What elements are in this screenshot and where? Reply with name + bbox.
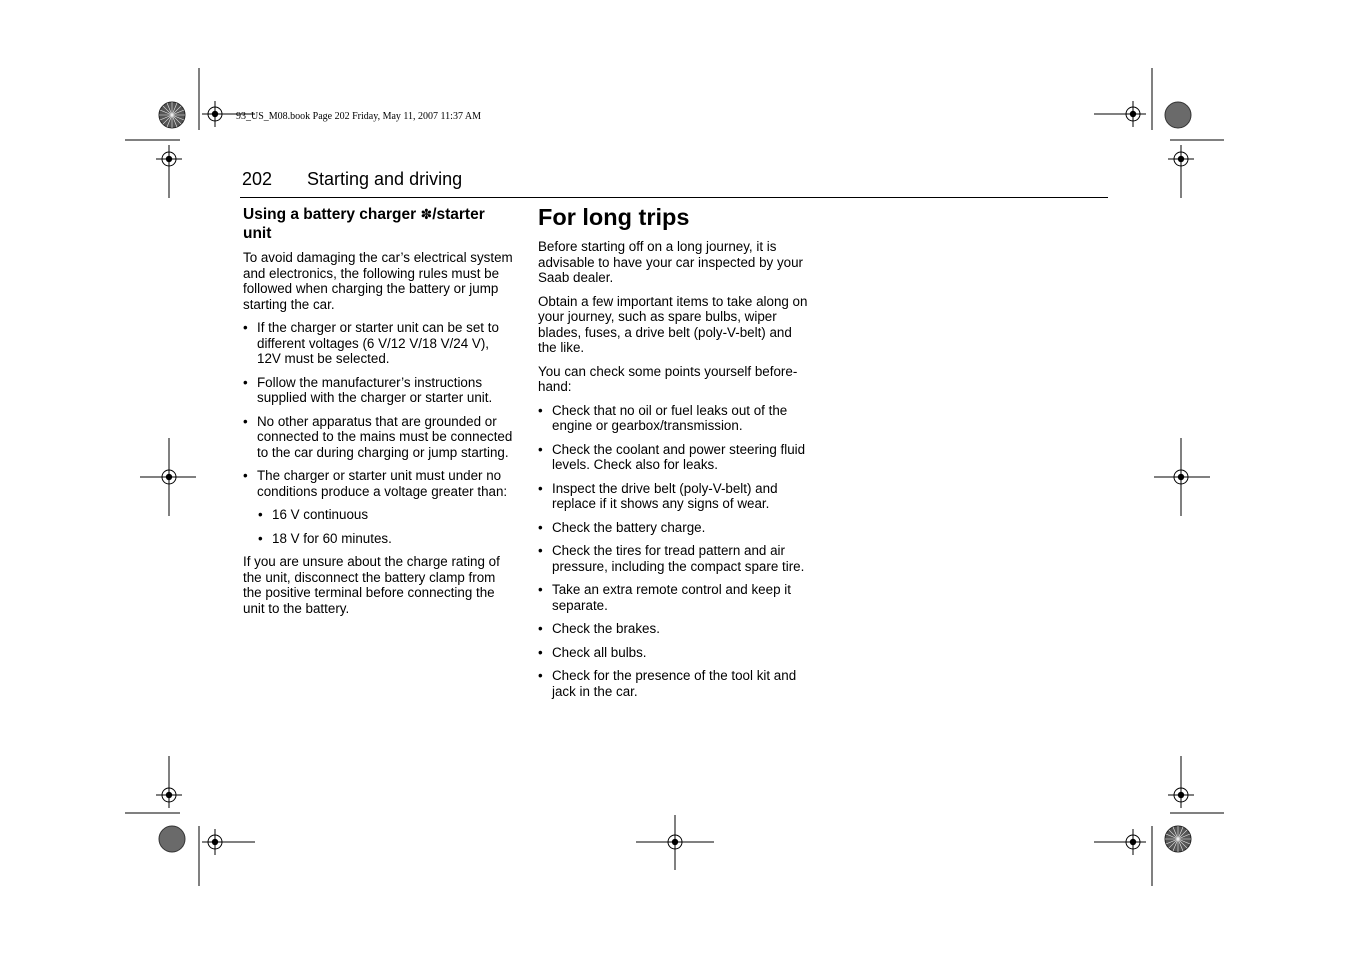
page-number: 202 <box>242 169 273 189</box>
running-title: Starting and driving <box>307 169 463 189</box>
print-info: 93_US_M08.book Page 202 Friday, May 11, 2007 11:37 AM <box>236 111 481 122</box>
checklist <box>538 403 814 700</box>
charger-rules-list <box>243 320 515 499</box>
voltage-limits-list <box>243 507 515 546</box>
battery-charger-icon: ✽ <box>420 206 433 222</box>
list-item: • Follow the manufacturer’s instructions supplied with the charger or starter unit. <box>243 375 515 406</box>
left-column <box>243 205 515 624</box>
list-item: • If the charger or starter unit can be set to different voltages (6 V/12 V/18 V/24 V), 12V must be selected. <box>243 320 515 367</box>
list-item: • Check for the presence of the tool kit and jack in the car. <box>538 668 814 699</box>
list-item: • Take an extra remote control and keep it separate. <box>538 582 814 613</box>
heading-text-part2: /starter unit <box>243 206 485 242</box>
battery-charger-heading <box>243 205 515 243</box>
list-item: • Check that no oil or fuel leaks out of the engine or gearbox/transmission. <box>538 403 814 434</box>
heading-text-part1: Using a battery charger <box>243 206 421 223</box>
list-item: • 18 V for 60 minutes. <box>258 531 515 547</box>
paragraph: You can check some points yourself before-hand: <box>538 363 798 394</box>
list-item: • Check all bulbs. <box>538 645 814 661</box>
list-item: • Inspect the drive belt (poly-V-belt) and replace if it shows any signs of wear. <box>538 481 814 512</box>
paragraph: Before starting off on a long journey, it is advisable to have your car inspected by your Saab dealer. <box>538 239 803 285</box>
list-item: • Check the battery charge. <box>538 520 814 536</box>
list-item: • Check the tires for tread pattern and air pressure, including the compact spare tire. <box>538 543 814 574</box>
list-item: • Check the brakes. <box>538 621 814 637</box>
intro-paragraph: To avoid damaging the car’s electrical system and electronics, the following rules must be followed when charging the battery or jump starting the car. <box>243 250 513 312</box>
list-item: • Check the coolant and power steering fluid levels. Check also for leaks. <box>538 442 814 473</box>
paragraph: Obtain a few important items to take along on your journey, such as spare bulbs, wiper blades, fuses, a drive belt (poly-V-belt) and the like. <box>538 293 808 355</box>
list-item: • No other apparatus that are grounded or connected to the mains must be connected to the car during charging or jump starting. <box>243 414 515 461</box>
closing-paragraph: If you are unsure about the charge rating of the unit, disconnect the battery clamp from the positive terminal before connecting the unit to the battery. <box>243 554 500 616</box>
list-item: • 16 V continuous <box>258 507 515 523</box>
long-trips-heading: For long trips <box>538 204 690 230</box>
right-column <box>538 203 814 707</box>
list-item: • The charger or starter unit must under no conditions produce a voltage greater than: <box>243 468 515 499</box>
header-rule <box>240 197 1108 198</box>
